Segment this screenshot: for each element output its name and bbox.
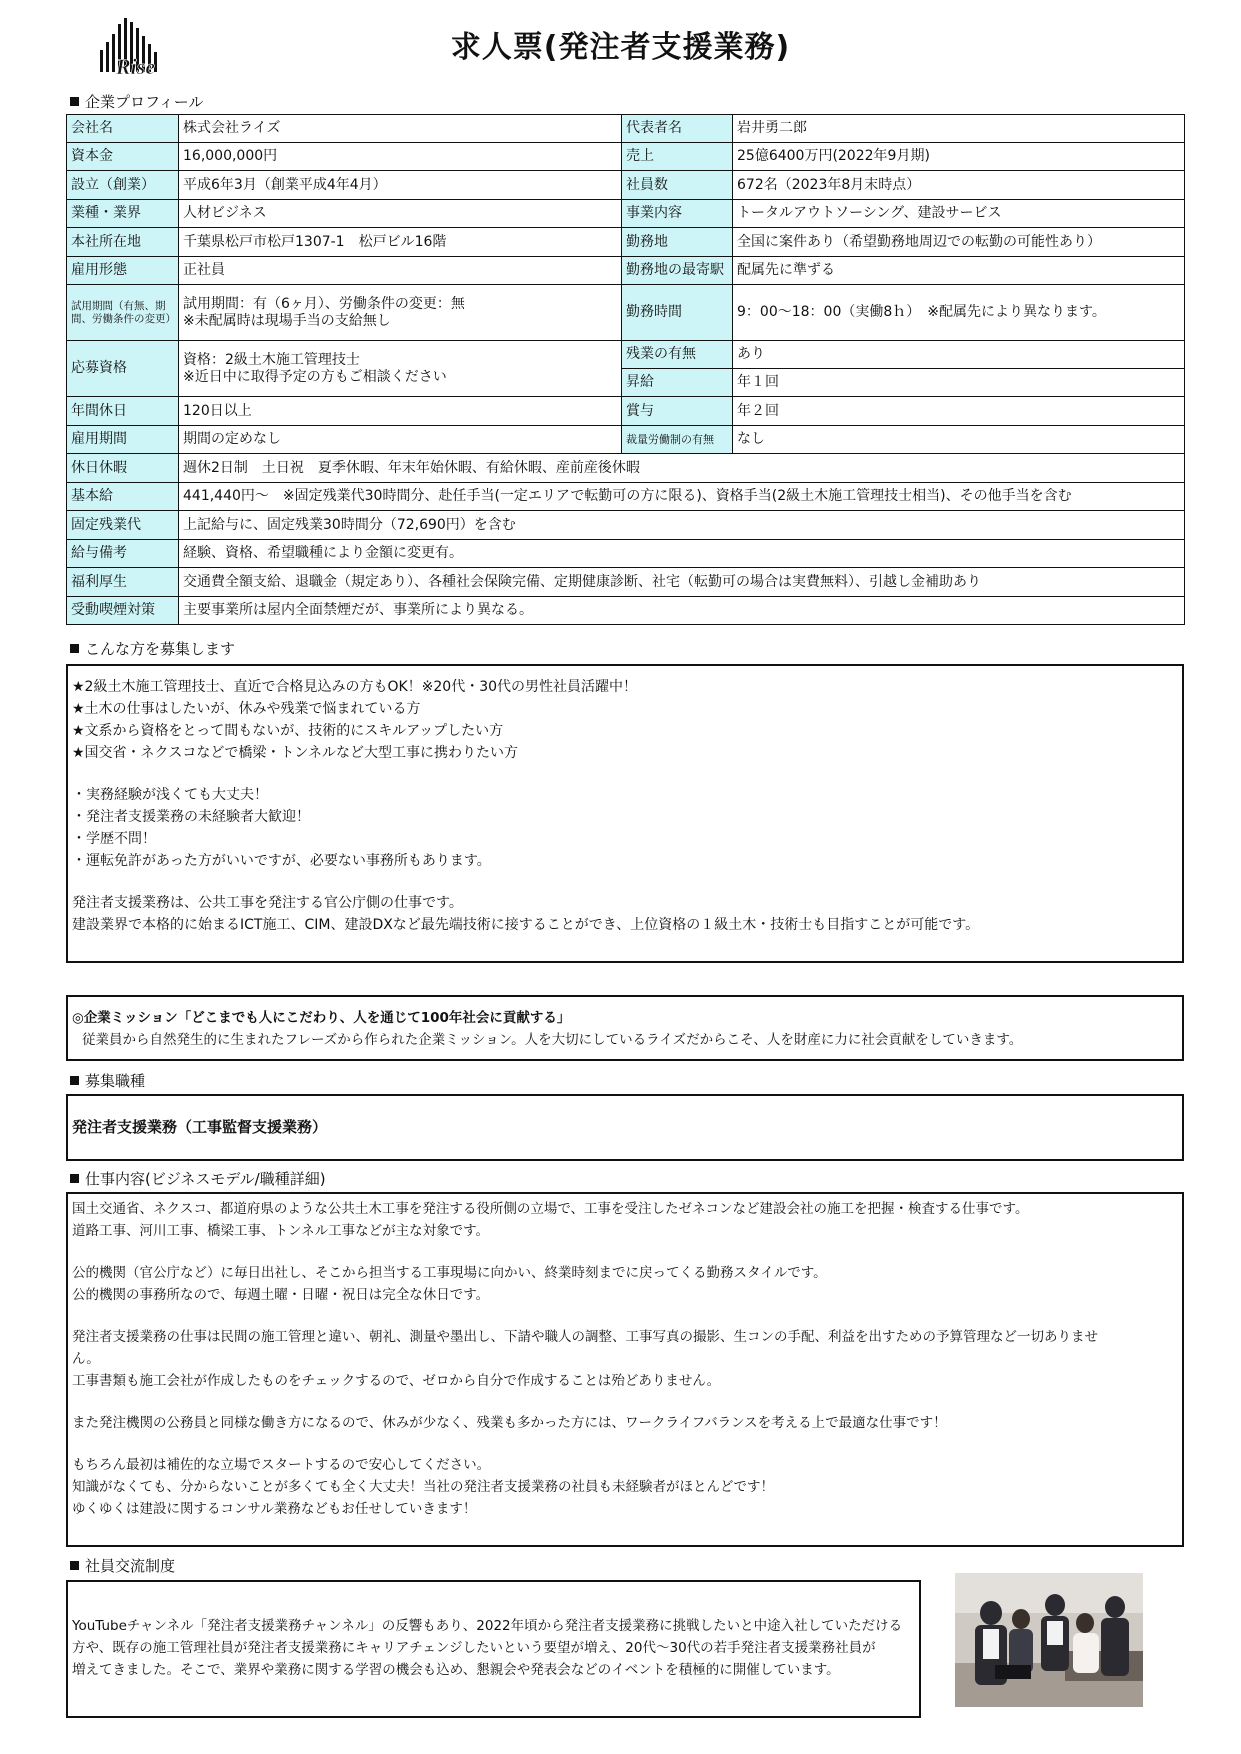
text-line: ★2級土木施工管理技士、直近で合格見込みの方もOK！※20代・30代の男性社員活躍中！ bbox=[72, 679, 638, 695]
page-title: 求人票(発注者支援業務) bbox=[450, 30, 791, 65]
label-raise: 昇給 bbox=[622, 369, 733, 397]
label-fixed-overtime: 固定残業代 bbox=[67, 511, 179, 540]
value-welfare: 交通費全額支給、退職金（規定あり）、各種社会保険完備、定期健康診断、社宅（転勤可の場合は実費無料）、引越し金補助あり bbox=[179, 568, 1185, 597]
staff-photo bbox=[955, 1573, 1143, 1707]
label-leave: 休日休暇 bbox=[67, 454, 179, 483]
blank-line bbox=[72, 1306, 1178, 1326]
exchange-box bbox=[66, 1580, 921, 1718]
value-employees: 672名（2023年8月末時点） bbox=[733, 171, 1185, 200]
label-station: 勤務地の最寄駅 bbox=[622, 257, 733, 285]
label-industry: 業種・業界 bbox=[67, 200, 179, 228]
value-company: 株式会社ライズ bbox=[179, 115, 622, 143]
value-workplace: 全国に案件あり（希望勤務地周辺での転勤の可能性あり） bbox=[733, 228, 1185, 257]
value-sales: 25億6400万円(2022年9月期) bbox=[733, 143, 1185, 171]
label-holidays: 年間休日 bbox=[67, 397, 179, 426]
section-square-icon bbox=[70, 1561, 79, 1570]
section-heading-text: 企業プロフィール bbox=[85, 93, 204, 111]
text-line: 建設業界で本格的に始まるICT施工、CIM、建設DXなど最先端技術に接することができ、上位資格の１級土木・技術士も目指すことが可能です。 bbox=[72, 917, 980, 933]
text-line: ・実務経験が浅くても大丈夫！ bbox=[72, 787, 268, 803]
exchange-list bbox=[72, 1615, 915, 1681]
value-trial-line2: ※未配属時は現場手当の支給無し bbox=[183, 312, 391, 329]
mission-body: 従業員から自然発生的に生まれたフレーズから作られた企業ミッション。人を大切にしているライズだからこそ、人を財産に力に社会貢献をしていきます。 bbox=[82, 1032, 1023, 1048]
label-company: 会社名 bbox=[67, 115, 179, 143]
value-discretion: なし bbox=[733, 426, 1185, 454]
value-smoking: 主要事業所は屋内全面禁煙だが、事業所により異なる。 bbox=[179, 597, 1185, 625]
blank-line bbox=[72, 1434, 1178, 1454]
logo-text: Rise bbox=[116, 54, 156, 78]
company-profile-table bbox=[66, 114, 1185, 625]
text-line: 方や、既存の施工管理社員が発注者支援業務にキャリアチェンジしたいという要望が増え、20代～30代の若手発注者支援業務社員が bbox=[72, 1640, 876, 1656]
section-heading-text: 社員交流制度 bbox=[85, 1557, 176, 1575]
value-trial-line1: 試用期間：有（6ヶ月）、労働条件の変更：無 bbox=[183, 295, 465, 312]
label-salary: 基本給 bbox=[67, 483, 179, 511]
label-welfare: 福利厚生 bbox=[67, 568, 179, 597]
value-qualification-line2: ※近日中に取得予定の方もご相談ください bbox=[183, 368, 447, 385]
value-qualification-line1: 資格：2級土木施工管理技士 bbox=[183, 351, 360, 368]
section-heading-job-content bbox=[70, 1168, 326, 1189]
text-line: ★国交省・ネクスコなどで橋梁・トンネルなど大型工事に携わりたい方 bbox=[72, 745, 518, 761]
text-line: ★文系から資格をとって間もないが、技術的にスキルアップしたい方 bbox=[72, 723, 504, 739]
text-line: もちろん最初は補佐的な立場でスタートするので安心してください。 bbox=[72, 1457, 491, 1473]
value-overtime: あり bbox=[733, 341, 1185, 369]
blank-line bbox=[72, 1242, 1178, 1262]
wanted-box bbox=[66, 664, 1184, 963]
value-employment: 正社員 bbox=[179, 257, 622, 285]
blank-line bbox=[72, 1392, 1178, 1412]
text-line: ・学歴不問！ bbox=[72, 831, 156, 847]
text-line: 公的機関（官公庁など）に毎日出社し、そこから担当する工事現場に向かい、終業時刻までに戻ってくる勤務スタイルです。 bbox=[72, 1265, 827, 1281]
value-leave: 週休2日制 土日祝 夏季休暇、年末年始休暇、有給休暇、産前産後休暇 bbox=[179, 454, 1185, 483]
label-sales: 売上 bbox=[622, 143, 733, 171]
text-line: 知識がなくても、分からないことが多くても全く大丈夫！当社の発注者支援業務の社員も未経験者がほとんどです！ bbox=[72, 1479, 774, 1495]
job-type-box bbox=[66, 1094, 1184, 1161]
label-employment: 雇用形態 bbox=[67, 257, 179, 285]
label-bonus: 賞与 bbox=[622, 397, 733, 426]
text-line: YouTubeチャンネル「発注者支援業務チャンネル」の反響もあり、2022年頃から発注者支援業務に挑戦したいと中途入社していただける bbox=[72, 1618, 903, 1634]
label-capital: 資本金 bbox=[67, 143, 179, 171]
label-representative: 代表者名 bbox=[622, 115, 733, 143]
text-line: ★土木の仕事はしたいが、休みや残業で悩まれている方 bbox=[72, 701, 421, 717]
label-smoking: 受動喫煙対策 bbox=[67, 597, 179, 625]
value-founded: 平成6年3月（創業平成4年4月） bbox=[179, 171, 622, 200]
text-line: 道路工事、河川工事、橋梁工事、トンネル工事などが主な対象です。 bbox=[72, 1223, 490, 1239]
section-heading-exchange bbox=[70, 1555, 175, 1576]
text-line: 増えてきました。そこで、業界や業務に関する学習の機会も込め、懇親会や発表会などのイベントを積極的に開催しています。 bbox=[72, 1662, 840, 1678]
label-overtime: 残業の有無 bbox=[622, 341, 733, 369]
text-line: 工事書類も施工会社が作成したものをチェックするので、ゼロから自分で作成することは殆どありません。 bbox=[72, 1373, 721, 1389]
value-fixed-overtime: 上記給与に、固定残業30時間分（72,690円）を含む bbox=[179, 511, 1185, 540]
value-industry: 人材ビジネス bbox=[179, 200, 622, 228]
text-line: また発注機関の公務員と同様な働き方になるので、休みが少なく、残業も多かった方には、ワークライフバランスを考える上で最適な仕事です！ bbox=[72, 1415, 947, 1431]
section-heading-text: こんな方を募集します bbox=[85, 640, 236, 658]
section-heading-wanted bbox=[70, 638, 235, 659]
blank-line bbox=[72, 764, 1178, 784]
section-heading-text: 募集職種 bbox=[85, 1072, 146, 1090]
value-station: 配属先に準ずる bbox=[733, 257, 1185, 285]
label-trial: 試用期間（有無、期間、労働条件の変更） bbox=[67, 285, 179, 341]
section-heading-profile bbox=[70, 91, 204, 112]
section-heading-job-type bbox=[70, 1070, 145, 1091]
value-qualification bbox=[179, 341, 622, 397]
value-salary: 441,440円～ ※固定残業代30時間分、赴任手当(一定エリアで転勤可の方に限る)、資格手当(2級土木施工管理技士相当)、その他手当を含む bbox=[179, 483, 1185, 511]
value-holidays: 120日以上 bbox=[179, 397, 622, 426]
job-content-list bbox=[72, 1198, 1178, 1520]
label-qualification: 応募資格 bbox=[67, 341, 179, 397]
value-bonus: 年２回 bbox=[733, 397, 1185, 426]
value-capital: 16,000,000円 bbox=[179, 143, 622, 171]
text-line: 発注者支援業務の仕事は民間の施工管理と違い、朝礼、測量や墨出し、下請や職人の調整、工事写真の撮影、生コンの手配、利益を出すための予算管理など一切ありませ bbox=[72, 1329, 1098, 1345]
mission-heading: ◎企業ミッション「どこまでも人にこだわり、人を通じて100年社会に貢献する」 bbox=[72, 1010, 571, 1026]
value-hours: 9：00～18：00（実働8ｈ） ※配属先により異なります。 bbox=[733, 285, 1185, 341]
label-period: 雇用期間 bbox=[67, 426, 179, 454]
text-line: ・発注者支援業務の未経験者大歓迎！ bbox=[72, 809, 310, 825]
section-heading-text: 仕事内容(ビジネスモデル/職種詳細) bbox=[85, 1170, 326, 1188]
value-hq: 千葉県松戸市松戸1307-1 松戸ビル16階 bbox=[179, 228, 622, 257]
label-workplace: 勤務地 bbox=[622, 228, 733, 257]
label-founded: 設立（創業） bbox=[67, 171, 179, 200]
value-period: 期間の定めなし bbox=[179, 426, 622, 454]
label-hours: 勤務時間 bbox=[622, 285, 733, 341]
job-type-value: 発注者支援業務（工事監督支援業務） bbox=[72, 1118, 328, 1136]
text-line: 公的機関の事務所なので、毎週土曜・日曜・祝日は完全な休日です。 bbox=[72, 1287, 490, 1303]
text-line: 発注者支援業務は、公共工事を発注する官公庁側の仕事です。 bbox=[72, 895, 463, 911]
text-line: ゆくゆくは建設に関するコンサル業務などもお任せしていきます！ bbox=[72, 1501, 477, 1517]
blank-line bbox=[72, 872, 1178, 892]
mission-box bbox=[66, 995, 1184, 1061]
label-hq: 本社所在地 bbox=[67, 228, 179, 257]
label-salary-note: 給与備考 bbox=[67, 540, 179, 568]
wanted-list bbox=[72, 676, 1178, 936]
section-square-icon bbox=[70, 1174, 79, 1183]
label-discretion: 裁量労働制の有無 bbox=[622, 426, 733, 454]
text-line: ・運転免許があった方がいいですが、必要ない事務所もあります。 bbox=[72, 853, 491, 869]
value-raise: 年１回 bbox=[733, 369, 1185, 397]
job-content-box bbox=[66, 1192, 1184, 1547]
value-business: トータルアウトソーシング、建設サービス bbox=[733, 200, 1185, 228]
label-employees: 社員数 bbox=[622, 171, 733, 200]
value-representative: 岩井勇二郎 bbox=[733, 115, 1185, 143]
value-salary-note: 経験、資格、希望職種により金額に変更有。 bbox=[179, 540, 1185, 568]
section-square-icon bbox=[70, 97, 79, 106]
value-trial bbox=[179, 285, 622, 341]
section-square-icon bbox=[70, 1076, 79, 1085]
text-line: ん。 bbox=[72, 1351, 100, 1367]
label-business: 事業内容 bbox=[622, 200, 733, 228]
section-square-icon bbox=[70, 644, 79, 653]
text-line: 国土交通省、ネクスコ、都道府県のような公共土木工事を発注する役所側の立場で、工事を受注したゼネコンなど建設会社の施工を把握・検査する仕事です。 bbox=[72, 1201, 1029, 1217]
